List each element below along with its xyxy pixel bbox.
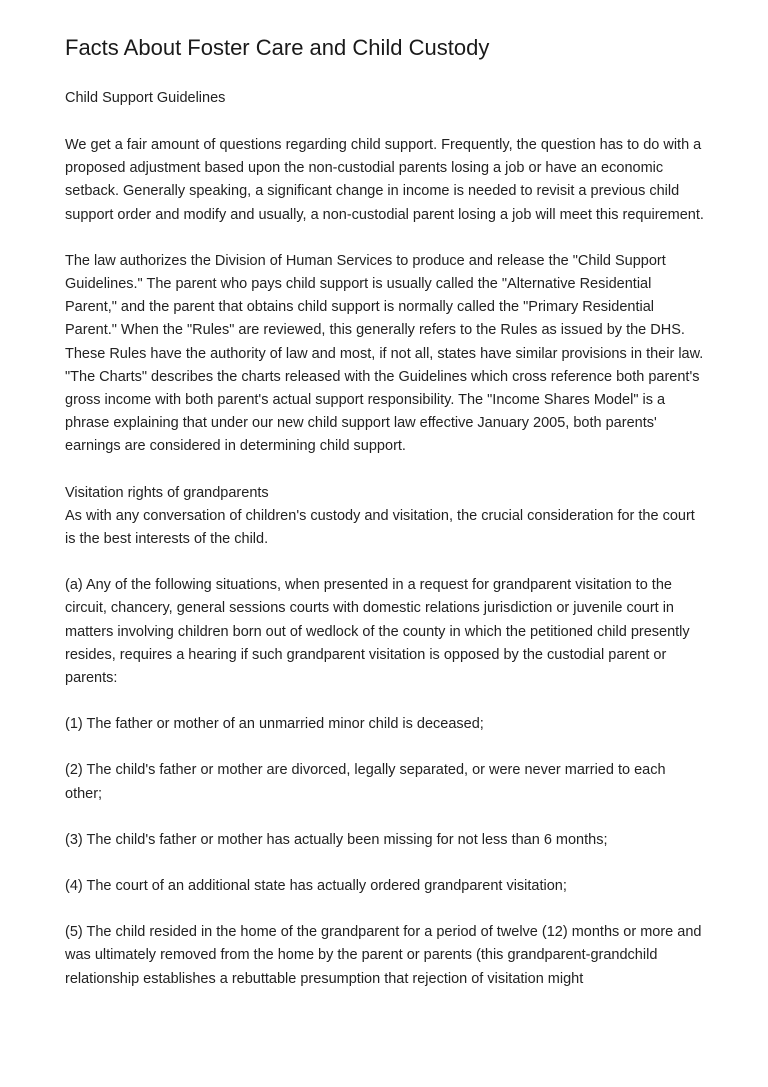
list-item-3: (3) The child's father or mother has actually been missing for not less than 6 months; xyxy=(65,831,608,848)
section-heading-grandparents: Visitation rights of grandparents xyxy=(65,484,269,501)
paragraph-situations: (a) Any of the following situations, when presented in a request for grandparent visitation to the circuit, chancery, general sessions courts with domestic relations jurisdiction or juvenile court in matters involving children born out of wedlock of the county in which the petitioned child presently resides, requires a hearing if such grandparent visitation is opposed by the custodial parent or parents: xyxy=(65,577,690,687)
list-item-4: (4) The court of an additional state has actually ordered grandparent visitation; xyxy=(65,878,567,895)
paragraph-child-support-intro: We get a fair amount of questions regarding child support. Frequently, the question has to do with a proposed adjustment based upon the non-custodial parents losing a job or have an economic setback. Generally speaking, a significant change in income is needed to revisit a previous child support order and modify and usually, a non-custodial parent losing a job will meet this requirement. xyxy=(65,137,704,223)
paragraph-best-interests: As with any conversation of children's custody and visitation, the crucial consideration for the court is the best interests of the child. xyxy=(65,507,695,548)
list-item-5: (5) The child resided in the home of the grandparent for a period of twelve (12) months or more and was ultimately removed from the home by the parent or parents (this grandparent-grandchild relationship establishes a rebuttable presumption that rejection of visitation might xyxy=(65,924,702,987)
list-item-1: (1) The father or mother of an unmarried minor child is deceased; xyxy=(65,716,484,733)
list-item-2: (2) The child's father or mother are divorced, legally separated, or were never married to each other; xyxy=(65,762,666,802)
document-page xyxy=(65,33,705,991)
paragraph-guidelines: The law authorizes the Division of Human Services to produce and release the "Child Support Guidelines." The parent who pays child support is usually called the "Alternative Residential Parent," and the parent that obtains child support is normally called the "Primary Residential Parent." When the "Rules" are reviewed, this generally refers to the Rules as issued by the DHS. These Rules have the authority of law and most, if not all, states have similar provisions in their law. "The Charts" describes the charts released with the Guidelines which cross reference both parent's gross income with both parent's actual support responsibility. The "Income Shares Model" is a phrase explaining that under our new child support law effective January 2005, both parents' earnings are considered in determining child support. xyxy=(65,252,704,455)
page-title: Facts About Foster Care and Child Custody xyxy=(65,35,490,60)
section-heading-child-support: Child Support Guidelines xyxy=(65,90,226,106)
